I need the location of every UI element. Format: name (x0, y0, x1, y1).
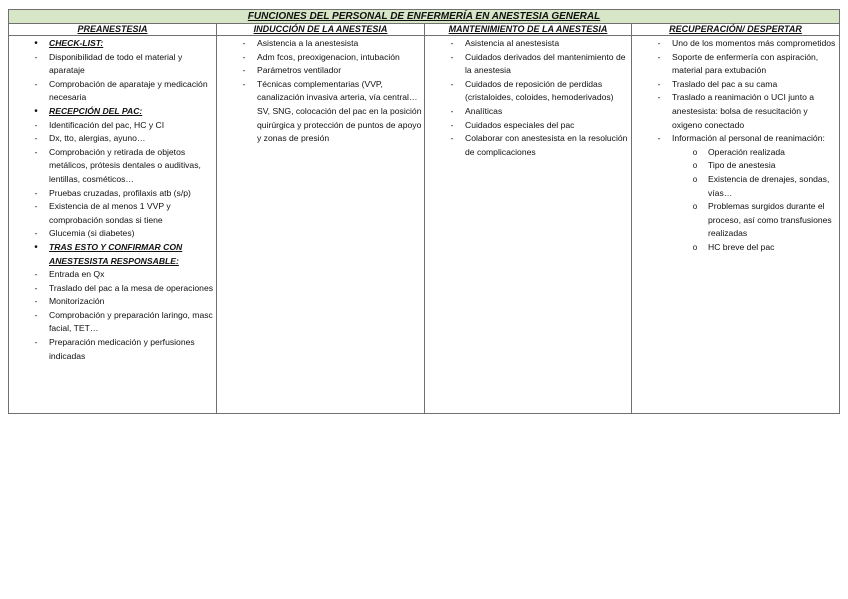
section-heading-text: TRAS ESTO Y CONFIRMAR CON ANESTESISTA RESPONSABLE: (49, 241, 183, 266)
dash-marker: - (657, 38, 661, 48)
sub-list-item-text: Problemas surgidos durante el proceso, así como transfusiones realizadas (708, 201, 832, 239)
list-item (425, 37, 629, 51)
item-list (632, 37, 837, 255)
list-item (9, 295, 214, 309)
circle-marker: o (692, 174, 698, 184)
dash-marker: - (450, 38, 454, 48)
dash-marker: - (657, 133, 661, 144)
list-item-text: Uno de los momentos más comprometidos (672, 38, 836, 48)
item-list (425, 37, 629, 159)
dash-marker: - (450, 133, 454, 144)
bullet-marker: • (34, 38, 38, 49)
list-item (632, 37, 837, 51)
list-item (425, 132, 629, 159)
list-item (9, 146, 214, 187)
dash-marker: - (34, 187, 38, 198)
list-item-text: Comprobación de aparataje y medicación necesaria (49, 78, 208, 103)
list-item (217, 64, 422, 78)
dash-marker: - (34, 146, 38, 157)
section-heading (9, 105, 214, 119)
item-list (9, 37, 214, 363)
dash-marker: - (450, 105, 454, 116)
list-item-text: Soporte de enfermería con aspiración, material para extubación (672, 51, 819, 76)
list-item-text: Cuidados especiales del pac (465, 119, 575, 130)
dash-marker: - (34, 309, 38, 320)
dash-marker: - (450, 51, 454, 62)
column-header-recuperacion: RECUPERACIÓN/ DESPERTAR (632, 24, 840, 36)
sub-list-item-text: Tipo de anestesia (708, 160, 776, 171)
list-item-text: Comprobación y retirada de objetos metálicos, prótesis dentales o auditivas, lentillas, cosméticos… (49, 146, 201, 184)
column-body-preanestesia (9, 36, 217, 414)
list-item-text: Identificación del pac, HC y CI (49, 119, 165, 130)
column-body-recuperacion (632, 36, 840, 414)
dash-marker: - (34, 119, 38, 130)
list-item (9, 200, 214, 227)
circle-marker: o (692, 242, 698, 252)
sub-list-item (672, 173, 837, 200)
dash-marker: - (34, 337, 38, 348)
circle-marker: o (692, 161, 698, 171)
sub-list-item-text: Existencia de drenajes, sondas, vías… (708, 173, 830, 198)
dash-marker: - (34, 296, 38, 307)
list-item-text: Asistencia a la anestesista (257, 38, 359, 48)
dash-marker: - (242, 78, 246, 89)
list-item (217, 51, 422, 65)
list-item (9, 132, 214, 146)
dash-marker: - (242, 65, 246, 76)
list-item (425, 78, 629, 105)
list-item-text: Parámetros ventilador (257, 65, 342, 76)
list-item (632, 51, 837, 78)
list-item (217, 78, 422, 146)
section-heading (9, 37, 214, 51)
list-item (9, 268, 214, 282)
list-item (632, 78, 837, 92)
list-item (425, 51, 629, 78)
sub-list-item-text: HC breve del pac (708, 241, 775, 252)
dash-marker: - (34, 51, 38, 62)
list-item (9, 336, 214, 363)
list-item-text: Dx, tto, alergias, ayuno… (49, 133, 146, 144)
list-item-text: Comprobación y preparación laringo, masc facial, TET… (49, 309, 213, 334)
list-item (9, 119, 214, 133)
sub-list-item (672, 146, 837, 160)
dash-marker: - (657, 51, 661, 62)
list-item-text: Cuidados de reposición de perdidas (cristaloides, coloides, hemoderivados) (465, 78, 614, 103)
dash-marker: - (34, 282, 38, 293)
dash-marker: - (34, 269, 38, 280)
list-item (9, 187, 214, 201)
list-item (632, 91, 837, 132)
circle-marker: o (692, 202, 698, 212)
sub-list-item (672, 200, 837, 241)
list-item (9, 282, 214, 296)
sub-list-item-text: Operación realizada (708, 146, 785, 157)
section-heading-text: CHECK-LIST: (49, 38, 104, 48)
list-item-text: Traslado a reanimación o UCI junto a anestesista: bolsa de resucitación y oxigeno conectado (672, 92, 815, 130)
list-item-text: Información al personal de reanimación: (672, 133, 825, 144)
list-item-text: Traslado del pac a su cama (672, 78, 778, 89)
list-item (217, 37, 422, 51)
dash-marker: - (657, 78, 661, 89)
functions-table (8, 9, 840, 414)
bullet-marker: • (34, 241, 38, 253)
dash-marker: - (242, 38, 246, 48)
table-title: FUNCIONES DEL PERSONAL DE ENFERMERÍA EN ANESTESIA GENERAL (9, 10, 840, 24)
circle-marker: o (692, 147, 698, 157)
list-item-text: Colaborar con anestesista en la resolución de complicaciones (465, 133, 628, 157)
list-item-text: Monitorización (49, 296, 105, 307)
column-header-induccion: INDUCCIÓN DE LA ANESTESIA (217, 24, 425, 36)
list-item-text: Técnicas complementarias (VVP, canalización invasiva arteria, vía central…SV, SNG, colocación del pac en la posición quirúrgica y protección de puntos de apoyo y zonas de presión (257, 78, 422, 144)
list-item (9, 51, 214, 78)
functions-table-wrapper (8, 9, 839, 414)
dash-marker: - (450, 78, 454, 89)
list-item-text: Analíticas (465, 105, 503, 116)
list-item-text: Adm fcos, preoxigenacion, intubación (257, 51, 400, 62)
column-body-mantenimiento (425, 36, 632, 414)
sub-list-item (672, 159, 837, 173)
list-item-text: Cuidados derivados del mantenimiento de la anestesia (465, 51, 626, 76)
sub-list-item (672, 241, 837, 255)
list-item-text: Pruebas cruzadas, profilaxis atb (s/p) (49, 187, 191, 198)
dash-marker: - (34, 133, 38, 144)
sub-item-list (672, 146, 837, 255)
list-item (425, 105, 629, 119)
section-heading (9, 241, 214, 268)
column-header-mantenimiento: MANTENIMIENTO DE LA ANESTESIA (425, 24, 632, 36)
list-item (632, 132, 837, 254)
column-header-preanestesia: PREANESTESIA (9, 24, 217, 36)
dash-marker: - (242, 51, 246, 62)
list-item (425, 119, 629, 133)
list-item-text: Disponibilidad de todo el material y aparataje (49, 51, 183, 76)
bullet-marker: • (34, 105, 38, 117)
list-item-text: Existencia de al menos 1 VVP y comprobación sondas si tiene (49, 201, 171, 225)
list-item-text: Traslado del pac a la mesa de operaciones (49, 282, 214, 293)
dash-marker: - (34, 78, 38, 89)
list-item-text: Glucemia (si diabetes) (49, 228, 135, 239)
list-item (9, 78, 214, 105)
column-body-induccion (217, 36, 425, 414)
dash-marker: - (34, 201, 38, 212)
list-item (9, 227, 214, 241)
dash-marker: - (450, 119, 454, 130)
dash-marker: - (657, 92, 661, 103)
item-list (217, 37, 422, 146)
list-item (9, 309, 214, 336)
list-item-text: Asistencia al anestesista (465, 38, 560, 48)
list-item-text: Preparación medicación y perfusiones indicadas (49, 337, 195, 361)
dash-marker: - (34, 228, 38, 239)
section-heading-text: RECEPCIÓN DEL PAC: (49, 105, 143, 116)
list-item-text: Entrada en Qx (49, 269, 105, 280)
